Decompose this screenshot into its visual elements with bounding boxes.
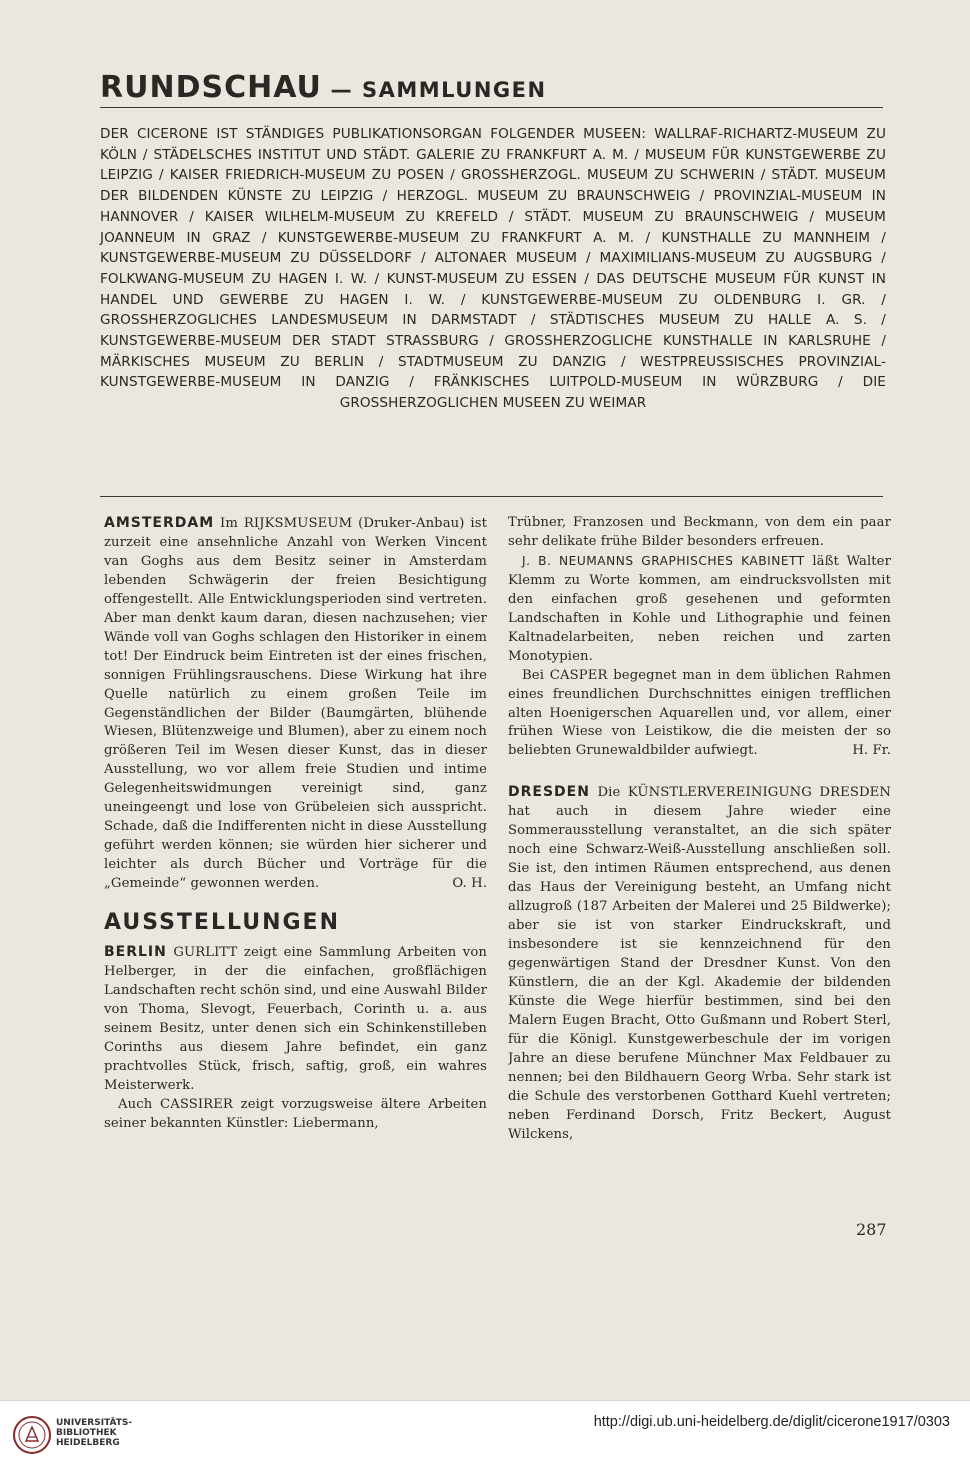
amsterdam-keyword: AMSTERDAM — [104, 515, 215, 531]
berlin-paragraph — [104, 943, 487, 1096]
library-name — [56, 1418, 132, 1448]
section-rule — [100, 496, 883, 497]
dresden-paragraph — [508, 783, 891, 1144]
left-column — [104, 514, 487, 1244]
berlin-text: GURLITT zeigt eine Sammlung Arbeiten von Helberger, in der die einfachen, großflächigen Landschaften recht schön sind, und eine Auswahl Bilder von Thoma, Slevogt, Feuerbach, Corinth u. a. aus seinem Besitz, unter denen sich ein Schinkenstilleben Corinths aus diesem Jahre befindet, ein ganz prachtvolles Stück, frisch, saftig, groß, ein wahres Meisterwerk. — [104, 945, 487, 1093]
cassirer-paragraph: Auch CASSIRER zeigt vorzugsweise ältere Arbeiten seiner bekannten Künstler: Liebermann, — [104, 1096, 487, 1131]
source-url[interactable]: http://digi.ub.uni-heidelberg.de/diglit/cicerone1917/0303 — [593, 1414, 950, 1430]
truebner-paragraph: Trübner, Franzosen und Beckmann, von dem ein paar sehr delikate frühe Bilder besonders erfreuen. — [508, 515, 891, 549]
dresden-keyword: DRESDEN — [508, 784, 590, 801]
casper-text: Bei CASPER begegnet man in dem üblichen Rahmen eines freundlichen Durchschnittes einigen trefflichen alten Hoenigerschen Aquarellen und, vor allem, einer frühen Wiese von Leistikow, die die meisten der so beliebten Grunewaldbilder aufwiegt. — [508, 667, 891, 759]
section-heading-ausstellungen: AUSSTELLUNGEN — [104, 910, 340, 936]
neumann-text: läßt Walter Klemm zu Worte kommen, am eindrucksvollsten mit den einfachen groß gesehenen und geformten Landschaften in Kohle und Lithographie und feinen Kaltnadelarbeiten, neben reichen und zarten Monotypien. — [508, 553, 891, 664]
casper-paragraph — [508, 667, 891, 762]
amsterdam-paragraph — [104, 514, 487, 894]
casper-signature: H. Fr. — [852, 743, 891, 759]
header-title-separator: — — [321, 78, 362, 102]
dresden-text: Die KÜNSTLERVEREINIGUNG DRESDEN hat auch in diesem Jahre wieder eine Sommerausstellung veranstaltet, an die sich später noch eine Schwarz-Weiß-Ausstellung anschließen soll. Sie ist, den intimen Räumen entsprechend, aus denen das Haus der Vereinigung besteht, an Umfang nicht allzugroß (187 Arbeiten der Malerei und 25 Bildwerke); aber sie ist von starker Eindruckskraft, und insbesondere ist sie kennzeichnend für den gegenwärtigen Stand der Dresdner Kunst. Von den Künstlern, die an der Kgl. Akademie der bildenden Künste die Wege hierfür bestimmen, sind bei den Malern Eugen Bracht, Otto Gußmann und Robert Sterl, für die Königl. Kunstgewerbeschule der im vorigen Jahre an diese berufene Münchner Max Feldbauer zu nennen; bei den Bildhauern Georg Wrba. Sehr stark ist die Schule des verstorbenen Gotthard Kuehl vertreten; neben Ferdinand Dorsch, Fritz Beckert, August Wilckens, — [508, 785, 891, 1142]
berlin-keyword: BERLIN — [104, 944, 167, 961]
viewer-footer — [0, 1400, 970, 1472]
neumann-paragraph — [508, 552, 891, 667]
amsterdam-text: Im RIJKSMUSEUM (Druker-Anbau) ist zurzeit eine ansehnliche Anzahl von Werken Vincent van Goghs aus dem Besitz seiner in Amsterdam lebenden Schwägerin der freien Besichtigung offengestellt. Alle Entwicklungsperioden sind vertreten. Aber man denkt kaum daran, diesen nachzusehen; vier Wände voll van Goghs schlagen den Historiker in einem tot! Der Eindruck beim Eintreten ist der eines frischen, sonnigen Frühlingsrauschens. Diese Wirkung hat ihre Quelle natürlich zu einem großen Teile im Gegenständlichen der Bilder (Baumgärten, blühende Wiesen, Blütenzweige und Blumen), aber zu einem noch größeren Teil im Wesen dieser Kunst, das in dieser Ausstellung, wo vor allem freie Studien und intime Gelegenheitswidmungen vereinigt sind, ganz uneingeengt und lose von Grübeleien sich ausspricht. Schade, daß die Indifferenten nicht in diese Ausstellung geführt werden können; sie würden hier sicherer und leichter als durch Bücher und Vorträge für die „Gemeinde“ gewonnen werden. — [104, 516, 487, 892]
header-rule — [100, 107, 883, 108]
amsterdam-signature: O. H. — [452, 876, 487, 892]
header-title-sub: SAMMLUNGEN — [361, 78, 547, 102]
library-line-2: BIBLIOTHEK — [56, 1428, 117, 1438]
page-header — [100, 70, 900, 104]
library-line-1: UNIVERSITÄTS- — [56, 1418, 133, 1428]
library-line-3: HEIDELBERG — [56, 1438, 120, 1448]
right-column — [508, 514, 891, 1244]
university-seal-icon — [12, 1415, 52, 1455]
museum-list-intro: DER CICERONE IST STÄNDIGES PUBLIKATIONSORGAN FOLGENDER MUSEEN: WALLRAF-RICHARTZ-MUSEUM ZU KÖLN / STÄDELSCHES INSTITUT UND STÄDT. GALERIE ZU FRANKFURT A. M. / MUSEUM FÜR KUNSTGEWERBE ZU LEIPZIG / KAISER FRIEDRICH-MUSEUM ZU POSEN / GROSSHERZOGL. MUSEUM ZU SCHWERIN / STÄDT. MUSEUM DER BILDENDEN KÜNSTE ZU LEIPZIG / HERZOGL. MUSEUM ZU BRAUNSCHWEIG / PROVINZIAL-MUSEUM IN HANNOVER / KAISER WILHELM-MUSEUM ZU KREFELD / STÄDT. MUSEUM ZU BRAUNSCHWEIG / MUSEUM JOANNEUM IN GRAZ / KUNSTGEWERBE-MUSEUM ZU FRANKFURT A. M. / KUNSTHALLE ZU MANNHEIM / KUNSTGEWERBE-MUSEUM ZU DÜSSELDORF / ALTONAER MUSEUM / MAXIMILIANS-MUSEUM ZU AUGSBURG / FOLKWANG-MUSEUM ZU HAGEN I. W. / KUNST-MUSEUM ZU ESSEN / DAS DEUTSCHE MUSEUM FÜR KUNST IN HANDEL UND GEWERBE ZU HAGEN I. W. / KUNSTGEWERBE-MUSEUM ZU OLDENBURG I. GR. / GROSSHERZOGLICHES LANDESMUSEUM IN DARMSTADT / STÄDTISCHES MUSEUM ZU HALLE A. S. / KUNSTGEWERBE-MUSEUM DER STADT STRASSBURG / GROSSHERZOGLICHE KUNSTHALLE IN KARLSRUHE / MÄRKISCHES MUSEUM ZU BERLIN / STADTMUSEUM ZU DANZIG / WESTPREUSSISCHES PROVINZIAL-KUNSTGEWERBE-MUSEUM IN DANZIG / FRÄNKISCHES LUITPOLD-MUSEUM IN WÜRZBURG / DIE GROSSHERZOGLICHEN MUSEEN ZU WEIMAR — [100, 126, 886, 412]
page-number: 287 — [856, 1220, 887, 1239]
header-title-main: RUNDSCHAU — [100, 70, 322, 105]
neumann-heading: J. B. NEUMANNS GRAPHISCHES KABINETT — [522, 553, 805, 568]
